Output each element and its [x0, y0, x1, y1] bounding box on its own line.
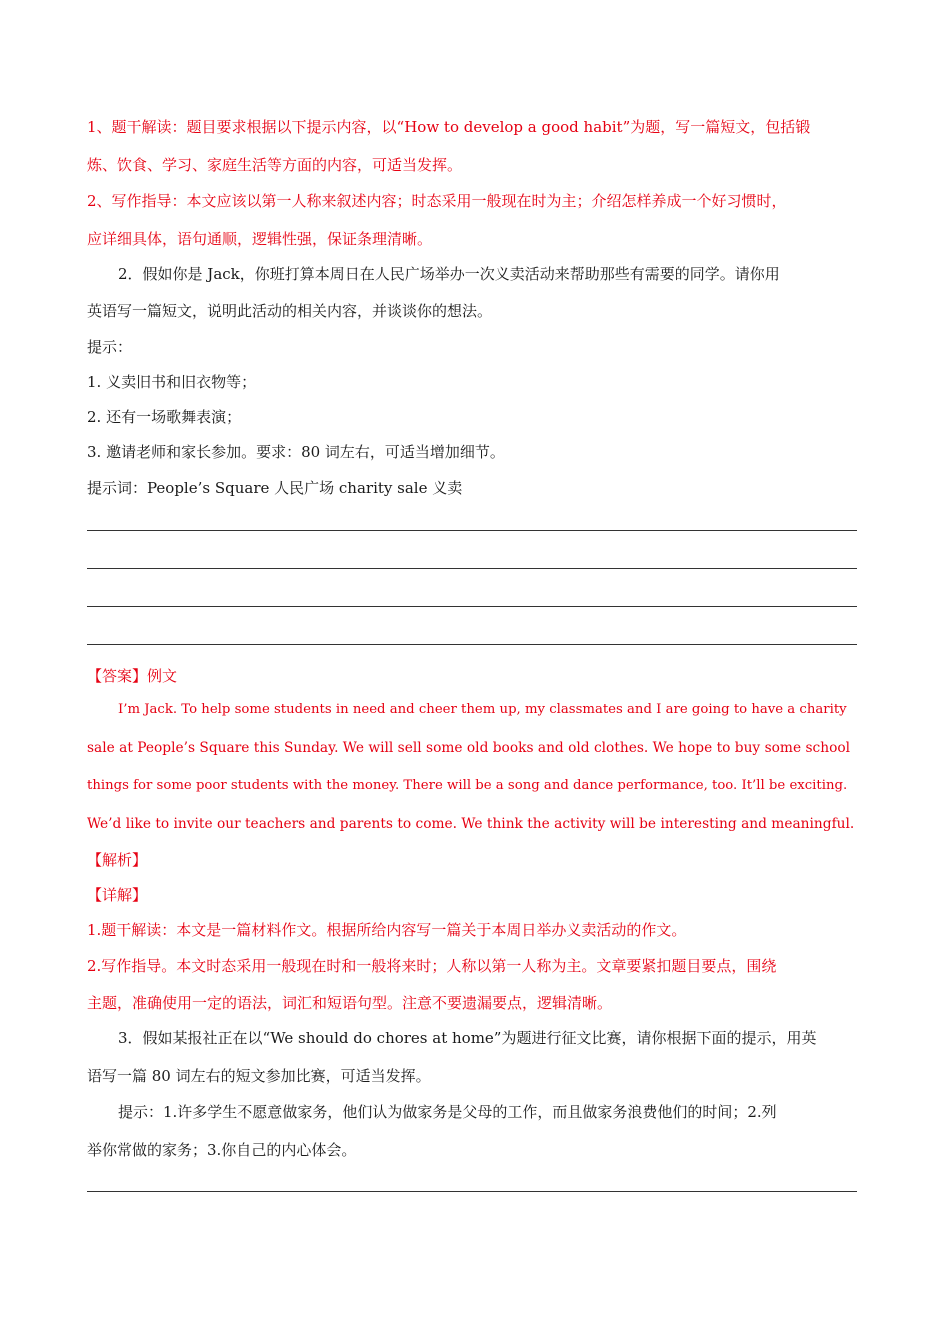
question-3-prompt-line-1: 3．假如某报社正在以“We should do chores at home”为题进行征文比赛，请你根据下面的提示，用英 — [118, 1029, 817, 1047]
guide-line-2: 应详细具体，语句通顺，逻辑性强，保证条理清晰。 — [87, 230, 433, 248]
question-2-prompt-line-1: 2．假如你是 Jack，你班打算本周日在人民广场举办一次义卖活动来帮助那些有需要的同学。请你用 — [118, 265, 780, 283]
guide-line-1: 2、写作指导：本文应该以第一人称来叙述内容；时态采用一般现在时为主；介绍怎样养成一个好习惯时， — [87, 192, 787, 210]
essay-line-3: things for some poor students with the money. There will be a song and dance performance, too. It’ll be exciting. — [87, 778, 848, 793]
essay-line-2: sale at People’s Square this Sunday. We will sell some old books and old clothes. We hope to buy some school — [87, 740, 851, 756]
writing-line-4 — [87, 644, 857, 645]
writing-line-5 — [87, 1191, 857, 1192]
detail-line-1: 1.题干解读：本文是一篇材料作文。根据所给内容写一篇关于本周日举办义卖活动的作文。 — [87, 921, 687, 939]
hint-item-3: 3. 邀请老师和家长参加。要求：80 词左右，可适当增加细节。 — [87, 443, 505, 461]
detail-label: 【详解】 — [87, 886, 148, 904]
question-3-hint-line-1: 提示：1.许多学生不愿意做家务，他们认为做家务是父母的工作，而且做家务浪费他们的时间；2.列 — [118, 1103, 777, 1121]
writing-line-1 — [87, 530, 857, 531]
question-3-prompt-line-2: 语写一篇 80 词左右的短文参加比赛，可适当发挥。 — [87, 1067, 431, 1085]
question-3-hint-line-2: 举你常做的家务；3.你自己的内心体会。 — [87, 1141, 357, 1159]
detail-line-2: 2.写作指导。本文时态采用一般现在时和一般将来时；人称以第一人称为主。文章要紧扣题目要点，围绕 — [87, 957, 777, 975]
writing-line-2 — [87, 568, 857, 569]
analysis-line-2: 炼、饮食、学习、家庭生活等方面的内容，可适当发挥。 — [87, 156, 463, 174]
question-2-prompt-line-2: 英语写一篇短文，说明此活动的相关内容，并谈谈你的想法。 — [87, 302, 493, 320]
analysis-line-1: 1、题干解读：题目要求根据以下提示内容，以“How to develop a good habit”为题，写一篇短文，包括锻 — [87, 118, 811, 136]
analysis-label: 【解析】 — [87, 851, 148, 869]
detail-line-3: 主题，准确使用一定的语法，词汇和短语句型。注意不要遗漏要点，逻辑清晰。 — [87, 994, 613, 1012]
hint-label: 提示： — [87, 338, 133, 356]
essay-line-1: I’m Jack. To help some students in need and cheer them up, my classmates and I are going to have a charity — [118, 702, 847, 717]
essay-line-4: We’d like to invite our teachers and parents to come. We think the activity will be interesting and meaningful. — [87, 816, 855, 832]
hint-item-2: 2. 还有一场歌舞表演； — [87, 408, 242, 426]
keywords-line: 提示词：People’s Square 人民广场 charity sale 义卖 — [87, 479, 463, 497]
writing-line-3 — [87, 606, 857, 607]
hint-item-1: 1. 义卖旧书和旧衣物等； — [87, 373, 257, 391]
answer-label: 【答案】例文 — [87, 667, 178, 685]
